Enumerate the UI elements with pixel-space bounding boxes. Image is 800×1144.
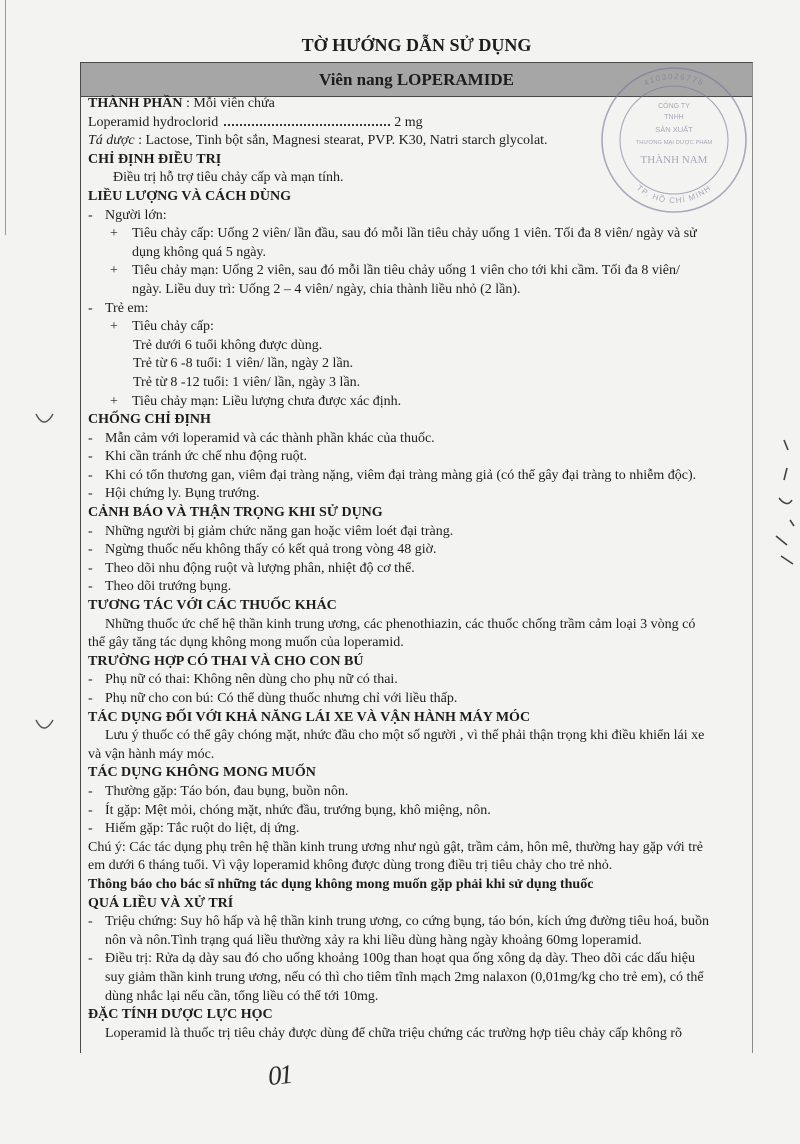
list-item-text: Những người bị giảm chức năng gan hoặc viêm loét đại tràng. xyxy=(105,523,454,539)
dash-bullet: - xyxy=(88,691,93,706)
dash-bullet: - xyxy=(88,430,93,446)
list-item-text: Khi có tổn thương gan, viêm đại tràng nặng, viêm đại tràng màng giả (có thể gây đại tràng to nhiễm độc). xyxy=(105,467,697,483)
paragraph-line: Lưu ý thuốc có thể gây chóng mặt, nhức đầu cho một số người , vì thế phải thận trọng khi điều khiển lái xe xyxy=(105,728,705,744)
sub-list-item xyxy=(88,393,752,412)
excipients-label: Tá dược xyxy=(88,133,135,149)
plus-bullet: + xyxy=(110,263,118,279)
dash-bullet: - xyxy=(88,579,93,595)
section-heading: CHỐNG CHỈ ĐỊNH xyxy=(88,412,211,428)
paragraph-line: Trẻ từ 6 -8 tuổi: 1 viên/ lần, ngày 2 lần. xyxy=(133,356,354,372)
list-item xyxy=(88,802,752,821)
section-heading: QUÁ LIỀU VÀ XỬ TRÍ xyxy=(88,895,234,911)
composition-intro: : Mỗi viên chứa xyxy=(182,96,275,111)
plus-bullet: + xyxy=(110,319,118,335)
excipients-text: : Lactose, Tinh bột sắn, Magnesi stearat, PVP. K30, Natri starch glycolat. xyxy=(134,133,548,149)
list-item xyxy=(88,430,752,449)
list-item-text: Theo dõi nhu động ruột và lượng phân, nhiệt độ cơ thể. xyxy=(105,560,415,576)
list-item-text: Tiêu chảy cấp: xyxy=(132,319,214,335)
dash-bullet: - xyxy=(88,914,93,930)
dash-bullet: - xyxy=(88,542,93,558)
paragraph-line: Trẻ dưới 6 tuổi không được dùng. xyxy=(133,337,323,353)
plus-bullet: + xyxy=(110,226,118,242)
paragraph-line: thể gây tăng tác dụng không mong muốn của loperamid. xyxy=(88,635,404,651)
margin-pen-marks xyxy=(776,440,794,564)
dash-bullet: - xyxy=(88,467,93,483)
dash-bullet: - xyxy=(88,207,93,223)
list-item xyxy=(88,671,752,690)
paragraph-line: dùng nhắc lại nếu cần, tổng liều có thể tới 10mg. xyxy=(105,988,379,1004)
list-item-text: Ngừng thuốc nếu không thấy có kết quả trong vòng 48 giờ. xyxy=(105,542,437,558)
dash-bullet: - xyxy=(88,449,93,465)
dash-bullet: - xyxy=(88,821,93,837)
list-item xyxy=(88,541,752,560)
list-item-text: Triệu chứng: Suy hô hấp và hệ thần kinh trung ương, co cứng bụng, táo bón, kích ứng đường tiêu hoá, buồn xyxy=(105,914,709,930)
dash-bullet: - xyxy=(88,560,93,576)
dash-bullet: - xyxy=(88,783,93,799)
dotted-leader xyxy=(224,114,390,126)
sub-list-item xyxy=(88,262,752,281)
paragraph-line: và vận hành máy móc. xyxy=(88,746,215,762)
list-item-text: Điều trị: Rửa dạ dày sau đó cho uống khoảng 100g than hoạt qua ống xông dạ dày. Theo dõi các dấu hiệu xyxy=(105,951,696,967)
stamp-line: TNHH xyxy=(664,114,684,121)
list-item-text: Người lớn: xyxy=(105,207,167,223)
list-item-text: Phụ nữ có thai: Không nên dùng cho phụ nữ có thai. xyxy=(105,672,398,688)
company-stamp xyxy=(595,62,753,218)
section-heading: TƯƠNG TÁC VỚI CÁC THUỐC KHÁC xyxy=(88,598,337,614)
list-item xyxy=(88,467,752,486)
stamp-line: CÔNG TY xyxy=(658,103,690,110)
stamp-company-name: THÀNH NAM xyxy=(640,154,708,166)
stamp-ring-bottom: TP. HỒ CHÍ MINH xyxy=(634,183,714,206)
paragraph-line: Những thuốc ức chế hệ thần kinh trung ương, các phenothiazin, các thuốc chống trầm cảm loại 3 vòng có xyxy=(105,616,696,632)
list-item xyxy=(88,820,752,839)
section-heading: ĐẶC TÍNH DƯỢC LỰC HỌC xyxy=(88,1007,273,1023)
dash-bullet: - xyxy=(88,300,93,316)
list-item-text: Tiêu chảy mạn: Liều lượng chưa được xác định. xyxy=(132,393,402,409)
dash-bullet: - xyxy=(88,672,93,688)
list-item-text: Tiêu chảy cấp: Uống 2 viên/ lần đầu, sau đó mỗi lần tiêu chảy uống 1 viên. Tối đa 8 viên/ ngày và sử xyxy=(132,226,697,242)
paragraph-line: suy giảm thần kinh trung ương, nếu có thì cho tiêm tĩnh mạch 2mg nalaxon (0,01mg/kg cho trẻ em), có thể xyxy=(105,969,704,985)
list-item xyxy=(88,578,752,597)
punch-hole-mark xyxy=(36,414,53,422)
stamp-ring-top: 4103026776 xyxy=(642,71,706,88)
active-ingredient-name: Loperamid hydroclorid xyxy=(88,114,219,130)
section-heading: TÁC DỤNG ĐỐI VỚI KHẢ NĂNG LÁI XE VÀ VẬN HÀNH MÁY MÓC xyxy=(88,709,531,725)
paragraph-line: Trẻ từ 8 -12 tuổi: 1 viên/ lần, ngày 3 lần. xyxy=(133,374,361,390)
list-item-text: Tiêu chảy mạn: Uống 2 viên, sau đó mỗi lần tiêu chảy uống 1 viên cho tới khi cầm. Tối đa 8 viên/ xyxy=(132,263,680,279)
list-item xyxy=(88,300,752,319)
active-ingredient-amount: 2 mg xyxy=(394,114,423,130)
list-item-text: Thường gặp: Táo bón, đau bụng, buồn nôn. xyxy=(105,783,349,799)
list-item-text: Khi cần tránh ức chế nhu động ruột. xyxy=(105,449,307,465)
section-heading: TÁC DỤNG KHÔNG MONG MUỐN xyxy=(88,765,316,781)
list-item xyxy=(88,950,752,969)
dash-bullet: - xyxy=(88,523,93,539)
list-item xyxy=(88,783,752,802)
plus-bullet: + xyxy=(110,393,118,409)
section-heading: THÀNH PHẦN xyxy=(88,96,183,111)
punch-hole-mark xyxy=(36,720,53,728)
paragraph-line: Điều trị hỗ trợ tiêu chảy cấp và mạn tính. xyxy=(113,170,344,186)
list-item-text: Hội chứng ly. Bụng trướng. xyxy=(105,486,260,502)
product-name-header: Viên nang LOPERAMIDE xyxy=(81,63,752,97)
list-item-text: Mẫn cảm với loperamid và các thành phần khác của thuốc. xyxy=(105,430,435,446)
note-line: em dưới 6 tháng tuổi. Vì vậy loperamid không được dùng trong điều trị tiêu chảy cho trẻ nhỏ. xyxy=(88,858,613,874)
section-heading: TRƯỜNG HỢP CÓ THAI VÀ CHO CON BÚ xyxy=(88,653,364,669)
list-item-text: Hiếm gặp: Tắc ruột do liệt, dị ứng. xyxy=(105,821,300,837)
sub-list-item xyxy=(88,225,752,244)
list-item-text: Trẻ em: xyxy=(105,300,149,316)
dash-bullet: - xyxy=(88,951,93,967)
paragraph-line: Loperamid là thuốc trị tiêu chảy được dùng để chữa triệu chứng các trường hợp tiêu chảy cấp không rõ xyxy=(105,1025,682,1041)
list-item xyxy=(88,523,752,542)
list-item xyxy=(88,485,752,504)
section-heading: LIỀU LƯỢNG VÀ CÁCH DÙNG xyxy=(88,188,292,204)
section-heading: CẢNH BÁO VÀ THẬN TRỌNG KHI SỬ DỤNG xyxy=(88,505,383,521)
paragraph-line: ngày. Liều duy trì: Uống 2 – 4 viên/ ngày, chia thành liều nhỏ (2 lần). xyxy=(132,281,521,297)
list-item xyxy=(88,560,752,579)
list-item-text: Theo dõi trướng bụng. xyxy=(105,579,232,595)
paragraph-line: nôn và nôn.Tình trạng quá liều thường xảy ra khi liều dùng hàng ngày khoảng 60mg loperamid. xyxy=(105,932,642,948)
list-item xyxy=(88,690,752,709)
stamp-line: SẢN XUẤT xyxy=(655,125,693,134)
list-item xyxy=(88,448,752,467)
scan-edge-line xyxy=(5,0,6,235)
section-heading: CHỈ ĐỊNH ĐIỀU TRỊ xyxy=(88,151,222,167)
list-item xyxy=(88,913,752,932)
dash-bullet: - xyxy=(88,486,93,502)
sub-list-item xyxy=(88,318,752,337)
document-title: TỜ HƯỚNG DẪN SỬ DỤNG xyxy=(301,35,532,55)
list-item-text: Phụ nữ cho con bú: Có thể dùng thuốc nhưng chỉ với liều thấp. xyxy=(105,691,458,706)
handwritten-page-number: 01 xyxy=(266,1058,293,1092)
note-line: Chú ý: Các tác dụng phụ trên hệ thần kinh trung ương như ngủ gật, trầm cảm, hôn mê, thường hay gặp với trẻ xyxy=(88,839,703,855)
paragraph-line: dụng không quá 5 ngày. xyxy=(132,244,267,260)
stamp-line: THƯƠNG MẠI DƯỢC PHẨM xyxy=(635,140,713,146)
notice-line: Thông báo cho bác sĩ những tác dụng không mong muốn gặp phải khi sử dụng thuốc xyxy=(88,876,594,892)
list-item-text: Ít gặp: Mệt mỏi, chóng mặt, nhức đầu, trướng bụng, khô miệng, nôn. xyxy=(105,802,491,818)
leaflet-body xyxy=(81,95,752,1043)
dash-bullet: - xyxy=(88,802,93,818)
